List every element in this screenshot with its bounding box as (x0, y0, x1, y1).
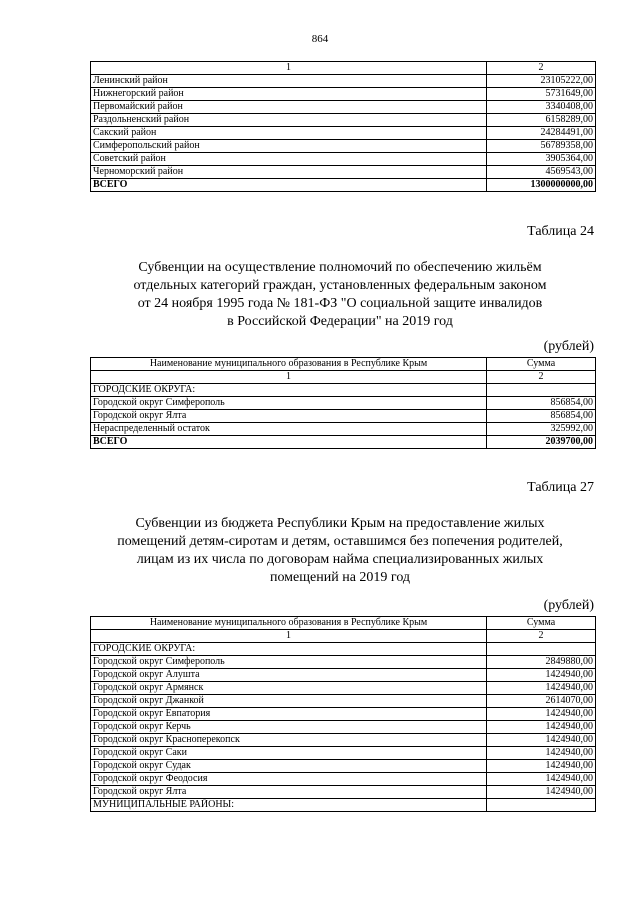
row-name: Нижнегорский район (91, 88, 487, 101)
row-name: Городской округ Феодосия (91, 773, 487, 786)
row-amount: 56789358,00 (487, 140, 596, 153)
table-row (91, 436, 596, 449)
row-amount (487, 799, 596, 812)
row-amount: 1424940,00 (487, 786, 596, 799)
row-name: Ленинский район (91, 75, 487, 88)
title-line: Субвенции из бюджета Республики Крым на предоставление жилых (135, 516, 545, 531)
table-row (91, 114, 596, 127)
col-number-2: 2 (487, 371, 596, 384)
table-row (91, 410, 596, 423)
row-amount: 1424940,00 (487, 773, 596, 786)
row-amount: 1424940,00 (487, 708, 596, 721)
row-amount: 3340408,00 (487, 101, 596, 114)
title-line: лицам из их числа по договорам найма специализированных жилых (136, 552, 544, 567)
table-row (91, 786, 596, 799)
row-amount: 1424940,00 (487, 760, 596, 773)
table-row (91, 682, 596, 695)
row-name: Симферопольский район (91, 140, 487, 153)
table-row (91, 760, 596, 773)
column-header-amount: Сумма (487, 617, 596, 630)
title-line: помещений детям-сиротам и детям, оставшимся без попечения родителей, (117, 534, 563, 549)
row-name: Городской округ Судак (91, 760, 487, 773)
col-number-1: 1 (91, 371, 487, 384)
table-row (91, 695, 596, 708)
row-name: Городской округ Ялта (91, 786, 487, 799)
row-amount: 1424940,00 (487, 734, 596, 747)
row-name: Черноморский район (91, 166, 487, 179)
empty-cell (487, 643, 596, 656)
title-line: помещений на 2019 год (269, 570, 411, 585)
title-line: отдельных категорий граждан, установленных федеральным законом (133, 278, 547, 293)
row-amount: 2039700,00 (487, 436, 596, 449)
table-row (91, 669, 596, 682)
table-row (91, 423, 596, 436)
section-heading: ГОРОДСКИЕ ОКРУГА: (91, 384, 487, 397)
row-amount: 1300000000,00 (487, 179, 596, 192)
table-row (91, 747, 596, 760)
row-name: ВСЕГО (91, 179, 487, 192)
empty-cell (487, 384, 596, 397)
row-amount: 3905364,00 (487, 153, 596, 166)
column-header-amount: Сумма (487, 358, 596, 371)
row-name: ВСЕГО (91, 436, 487, 449)
title-line: от 24 ноября 1995 года № 181-ФЗ "О социальной защите инвалидов (137, 296, 543, 311)
row-name: Городской округ Красноперекопск (91, 734, 487, 747)
row-name: Раздольненский район (91, 114, 487, 127)
row-amount: 23105222,00 (487, 75, 596, 88)
row-name: Первомайский район (91, 101, 487, 114)
row-amount: 6158289,00 (487, 114, 596, 127)
table-27-title (60, 515, 620, 587)
table-row (91, 656, 596, 669)
title-line: Субвенции на осуществление полномочий по обеспечению жильём (138, 260, 542, 275)
col-number-2: 2 (487, 630, 596, 643)
row-name: Городской округ Ялта (91, 410, 487, 423)
row-name: Городской округ Симферополь (91, 397, 487, 410)
row-amount: 1424940,00 (487, 721, 596, 734)
table-row (91, 397, 596, 410)
row-name: Сакский район (91, 127, 487, 140)
column-header-name: Наименование муниципального образования в Республике Крым (91, 358, 487, 371)
table-row (91, 166, 596, 179)
row-name: Городской округ Керчь (91, 721, 487, 734)
row-amount: 1424940,00 (487, 747, 596, 760)
row-name: Нераспределенный остаток (91, 423, 487, 436)
table-row (91, 708, 596, 721)
row-name: Городской округ Саки (91, 747, 487, 760)
units-label: (рублей) (543, 598, 594, 613)
row-name: Городской округ Евпатория (91, 708, 487, 721)
row-amount: 856854,00 (487, 410, 596, 423)
row-name: Советский район (91, 153, 487, 166)
section-heading: ГОРОДСКИЕ ОКРУГА: (91, 643, 487, 656)
table-row (91, 140, 596, 153)
row-name: Городской округ Алушта (91, 669, 487, 682)
table-row (91, 179, 596, 192)
column-header-name: Наименование муниципального образования в Республике Крым (91, 617, 487, 630)
row-name: Городской округ Джанкой (91, 695, 487, 708)
row-amount: 325992,00 (487, 423, 596, 436)
row-amount: 1424940,00 (487, 682, 596, 695)
table-row (91, 773, 596, 786)
col-number-1: 1 (91, 630, 487, 643)
table-24 (90, 357, 596, 449)
table-27-label: Таблица 27 (527, 480, 594, 495)
row-amount: 24284491,00 (487, 127, 596, 140)
table-row (91, 88, 596, 101)
districts-table (90, 61, 596, 192)
table-24-title (60, 259, 620, 331)
table-row (91, 799, 596, 812)
row-name: МУНИЦИПАЛЬНЫЕ РАЙОНЫ: (91, 799, 487, 812)
row-name: Городской округ Армянск (91, 682, 487, 695)
table-24-label: Таблица 24 (527, 224, 594, 239)
col-number-2: 2 (487, 62, 596, 75)
col-number-1: 1 (91, 62, 487, 75)
row-amount: 5731649,00 (487, 88, 596, 101)
table-row (91, 734, 596, 747)
row-amount: 1424940,00 (487, 669, 596, 682)
page-number: 864 (311, 33, 329, 45)
table-row (91, 127, 596, 140)
table-27 (90, 616, 596, 812)
table-row (91, 721, 596, 734)
table-row (91, 75, 596, 88)
row-amount: 2614070,00 (487, 695, 596, 708)
row-amount: 2849880,00 (487, 656, 596, 669)
title-line: в Российской Федерации" на 2019 год (227, 314, 453, 329)
row-amount: 856854,00 (487, 397, 596, 410)
units-label: (рублей) (543, 339, 594, 354)
row-name: Городской округ Симферополь (91, 656, 487, 669)
table-row (91, 101, 596, 114)
row-amount: 4569543,00 (487, 166, 596, 179)
table-row (91, 153, 596, 166)
